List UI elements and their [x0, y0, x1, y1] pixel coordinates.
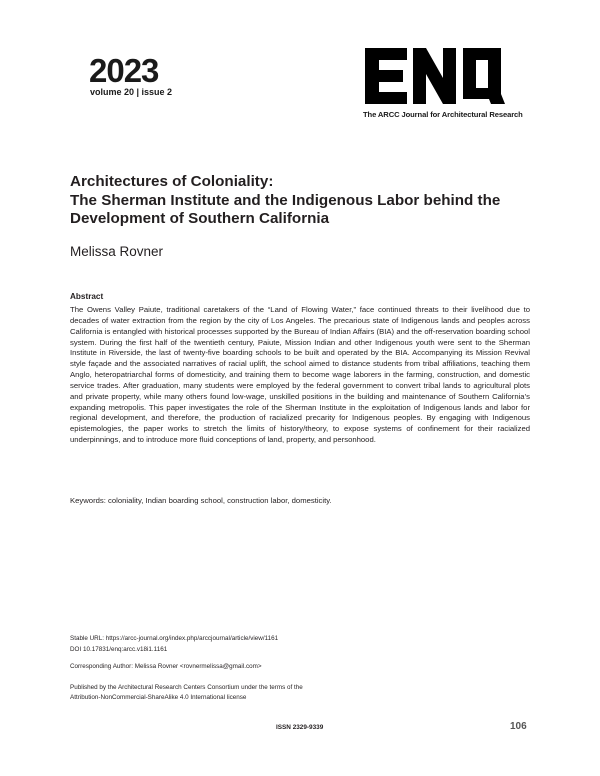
journal-year: 2023 — [89, 52, 159, 89]
license-line-1: Published by the Architectural Research Centers Consortium under the terms of the — [70, 684, 303, 691]
enq-logo — [363, 46, 505, 106]
enq-logo-graphic — [363, 46, 505, 106]
title-line: Development of Southern California — [70, 210, 330, 227]
page-number: 106 — [510, 721, 527, 732]
title-line: The Sherman Institute and the Indigenous Labor behind the — [70, 191, 501, 209]
stable-url[interactable]: Stable URL: https://arcc-journal.org/index.php/arccjournal/article/view/1161 — [70, 635, 279, 642]
issn: ISSN 2329-9339 — [276, 724, 324, 731]
license-line-2: Attribution-NonCommercial-ShareAlike 4.0 International license — [70, 694, 247, 701]
keywords: Keywords: coloniality, Indian boarding school, construction labor, domesticity. — [70, 496, 332, 505]
abstract-heading: Abstract — [70, 292, 104, 301]
abstract-text: The Owens Valley Paiute, traditional caretakers of the “Land of Flowing Water,” face continued threats to their livelihood due to decades of water extraction from the region by the city of Los Angeles. The precarious state of Indigenous lands and peoples across California is entangled with historical processes supported by the Bureau of Indian Affairs (BIA) and the off-reservation boarding school system. During the first half of the twentieth century, Paiute, Mission Indian and other Indigenous youth were sent to the Sherman Institute in Riverside, the last of twenty-five boarding schools to be built and operated by the BIA. Accompanying its Mission Revival style façade and the associated narratives of racial uplift, the school aimed to distance students from tribal affiliations, teaching them Anglo, heteropatriarchal forms of domesticity, and training them to become wage laborers in the farming, construction, and domestic service trades. After graduation, many students were employed by the federal government to convert tribal lands to agricultural plots and private property, while many others found low-wage, unskilled positions in the building and maintenance of Southern California’s expanding metropolis. This paper investigates the role of the Sherman Institute in the exploitation of Indigenous lands and labor for regional development, and therefore, the production of racialized precarity for Indigenous peoples. By engaging with Indigenous epistemologies, the paper works to stretch the limits of history/theory, to expose systems of confinement for their racialized underpinnings, and to introduce more fluid conceptions of land, property, and personhood. — [70, 305, 530, 445]
journal-tagline: The ARCC Journal for Architectural Research — [363, 110, 523, 119]
volume-issue: volume 20 | issue 2 — [90, 87, 173, 97]
doi-link[interactable]: DOI 10.17831/enq:arcc.v18i1.1161 — [70, 646, 168, 653]
title-line: Architectures of Coloniality: — [70, 173, 274, 190]
article-title — [70, 173, 540, 229]
author-name: Melissa Rovner — [70, 244, 164, 259]
corresponding-author: Corresponding Author: Melissa Rovner <rovnermelissa@gmail.com> — [70, 663, 262, 670]
